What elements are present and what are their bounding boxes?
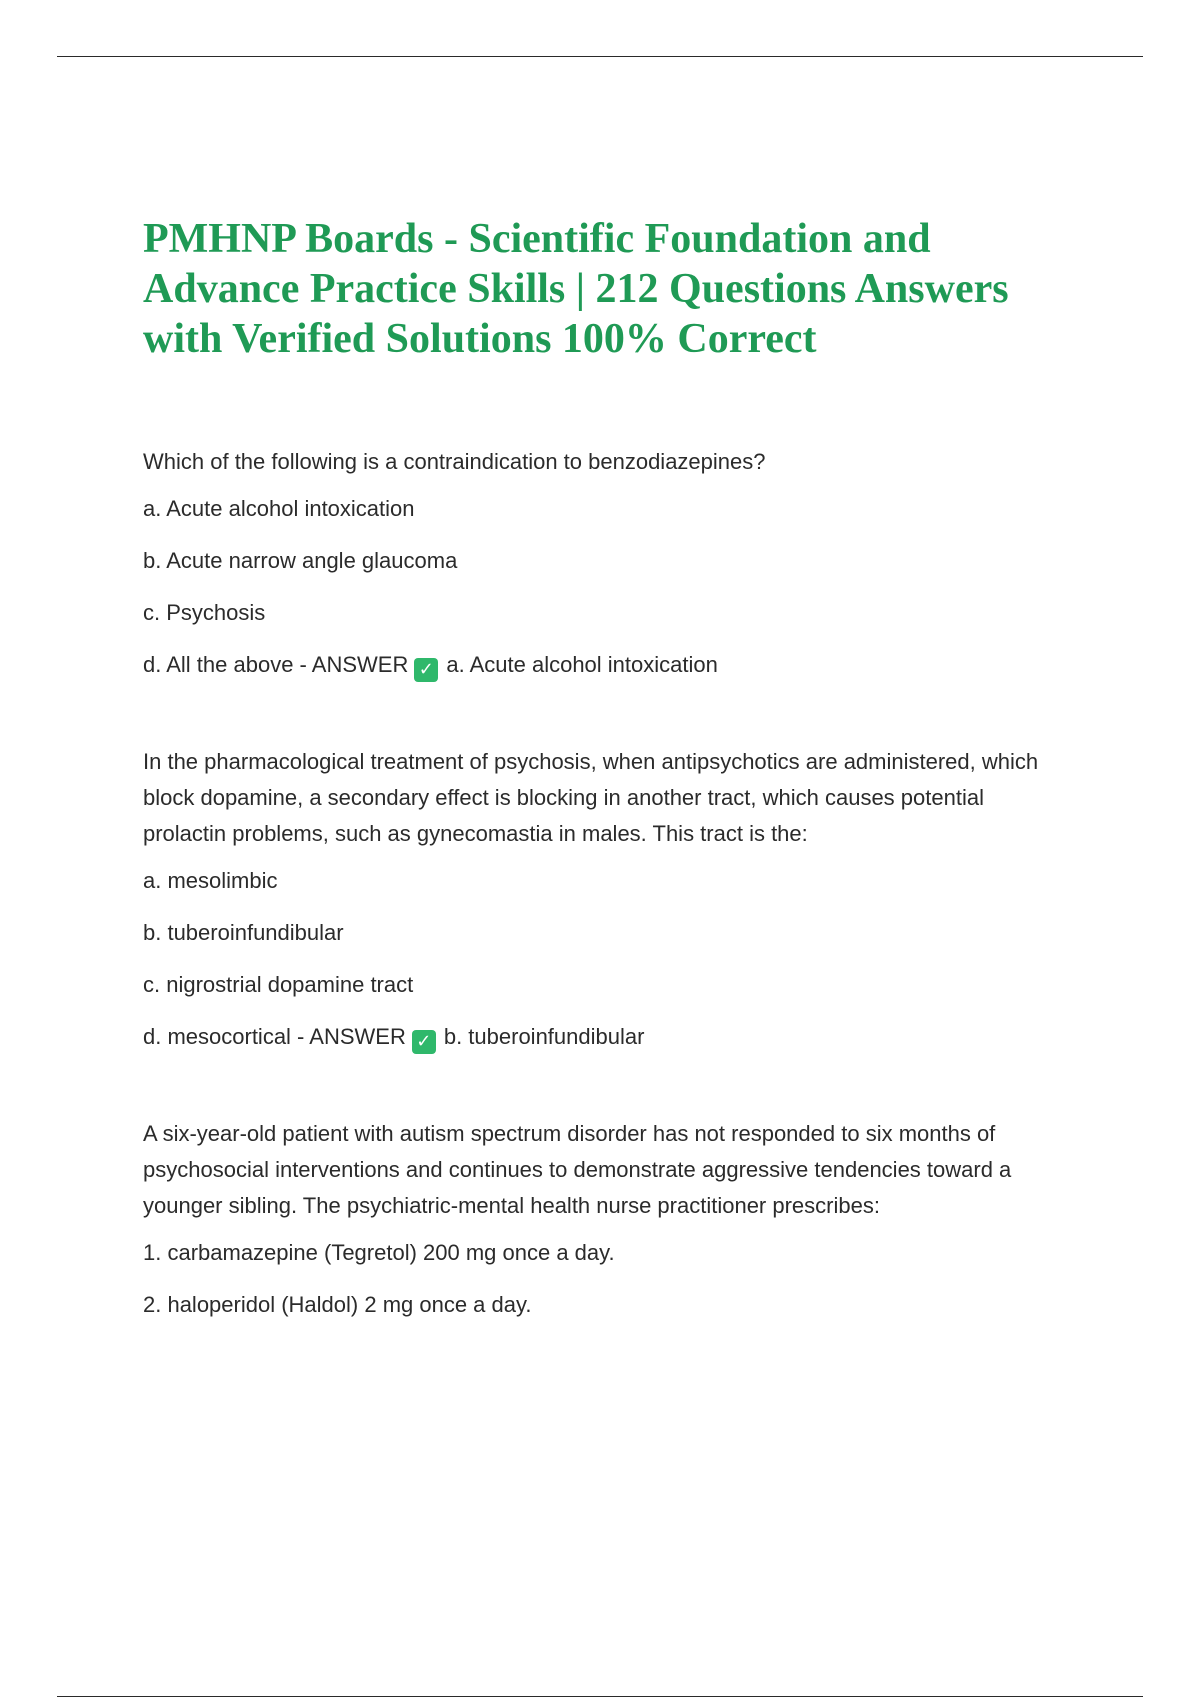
option-with-answer-label: d. mesocortical - ANSWER [143, 1024, 406, 1049]
option: b. Acute narrow angle glaucoma [143, 548, 458, 573]
option: c. nigrostrial dopamine tract [143, 972, 414, 997]
question-stem: Which of the following is a contraindication to benzodiazepines? [143, 449, 766, 474]
question-stem: In the pharmacological treatment of psychosis, when antipsychotics are administered, which block dopamine, a secondary effect is blocking in another tract, which causes potential prolactin problems, such as gynecomastia in males. This tract is the: [143, 749, 1039, 846]
top-rule [57, 56, 1143, 57]
option: a. mesolimbic [143, 868, 278, 893]
answer-line [143, 1022, 1063, 1054]
check-mark-icon: ✓ [414, 658, 438, 682]
option: c. Psychosis [143, 600, 266, 625]
answer-line [143, 650, 1063, 682]
option: b. tuberoinfundibular [143, 920, 344, 945]
bottom-rule [57, 1696, 1143, 1697]
document-title: PMHNP Boards - Scientific Foundation and Advance Practice Skills | 212 Questions Answers with Verified Solutions 100% Correct [143, 216, 1009, 362]
check-mark-icon: ✓ [412, 1030, 436, 1054]
option: a. Acute alcohol intoxication [143, 496, 415, 521]
option: 1. carbamazepine (Tegretol) 200 mg once a day. [143, 1240, 615, 1265]
question-1 [143, 444, 1063, 682]
correct-answer: b. tuberoinfundibular [443, 1024, 645, 1049]
correct-answer: a. Acute alcohol intoxication [446, 652, 718, 677]
question-list [143, 444, 1063, 1320]
question-3 [143, 1116, 1063, 1320]
option-with-answer-label: d. All the above - ANSWER [143, 652, 409, 677]
question-2 [143, 744, 1063, 1054]
question-stem: A six-year-old patient with autism spectrum disorder has not responded to six months of psychosocial interventions and continues to demonstrate aggressive tendencies toward a younger sibling. The psychiatric-mental health nurse practitioner prescribes: [143, 1121, 1012, 1218]
option: 2. haloperidol (Haldol) 2 mg once a day. [143, 1292, 532, 1317]
document-body [143, 214, 1063, 1382]
